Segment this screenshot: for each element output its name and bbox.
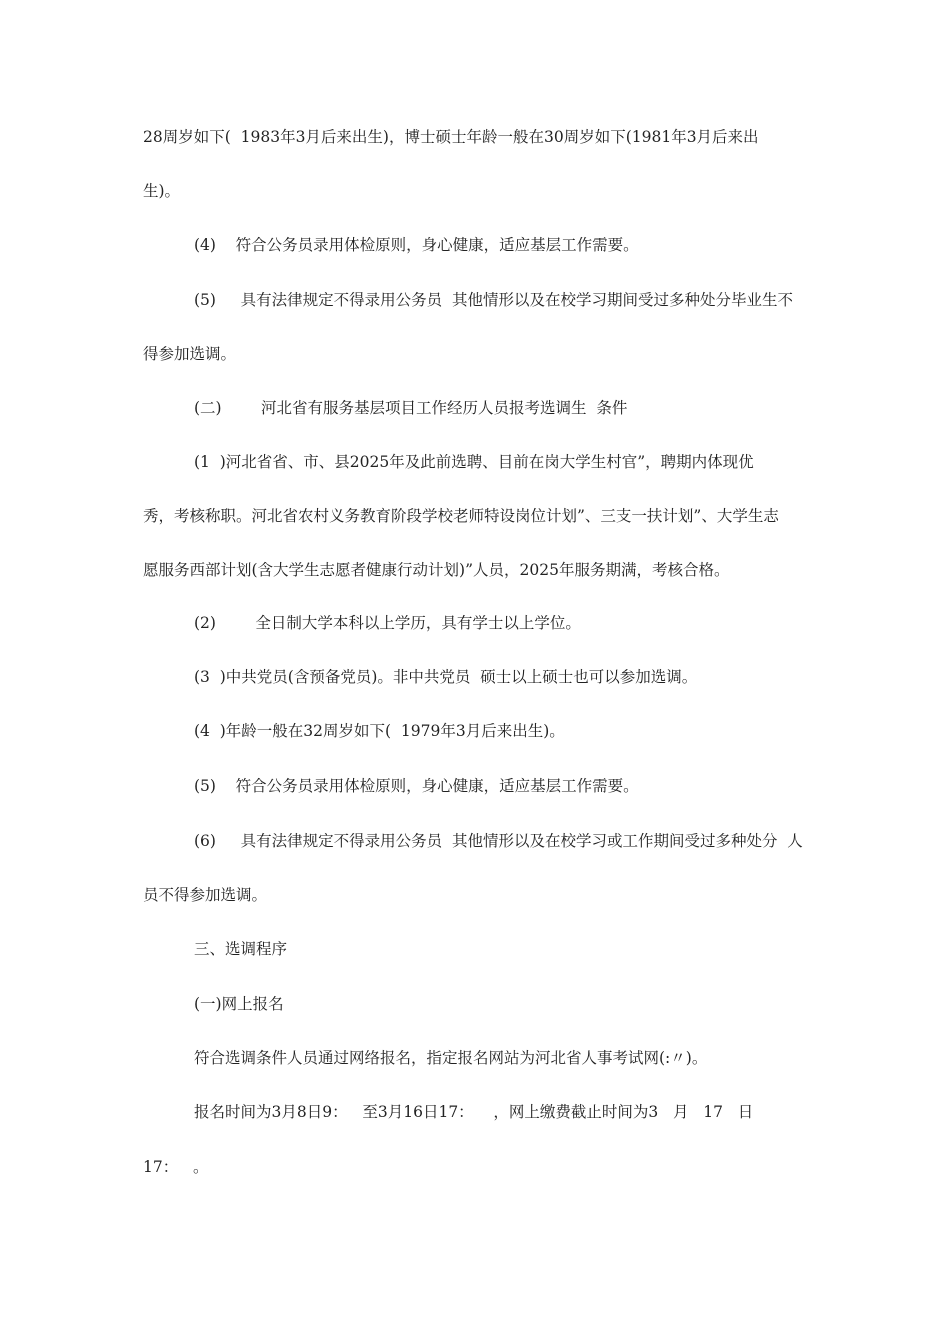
text-line: (5) 符合公务员录用体检原则，身心健康，适应基层工作需要。: [194, 777, 639, 795]
text-line: 生)。: [143, 182, 181, 200]
text-line: 愿服务西部计划(含大学生志愿者健康行动计划)”人员，2025年服务期满，考核合格。: [143, 561, 730, 579]
text-line: 秀，考核称职。河北省农村义务教育阶段学校老师特设岗位计划”、三支一扶计划”、大学生志: [143, 507, 779, 525]
subsection-heading: (一)网上报名: [194, 995, 284, 1013]
text-line: (5) 具有法律规定不得录用公务员 其他情形以及在校学习期间受过多种处分毕业生不: [194, 291, 793, 309]
text-line: 员不得参加选调。: [143, 886, 268, 904]
text-line: 28周岁如下( 1983年3月后来出生)，博士硕士年龄一般在30周岁如下(1981年3月后来出: [143, 128, 759, 146]
text-line: 符合选调条件人员通过网络报名，指定报名网站为河北省人事考试网(:〃)。: [194, 1049, 708, 1067]
text-line: 得参加选调。: [143, 345, 237, 363]
text-line: (4) 符合公务员录用体检原则，身心健康，适应基层工作需要。: [194, 236, 639, 254]
text-line: (4 )年龄一般在32周岁如下( 1979年3月后来出生)。: [194, 722, 565, 740]
text-line: (3 )中共党员(含预备党员)。非中共党员 硕士以上硕士也可以参加选调。: [194, 668, 698, 686]
text-line: 17： 。: [143, 1158, 209, 1176]
section-heading: (二) 河北省有服务基层项目工作经历人员报考选调生 条件: [194, 399, 628, 417]
text-line: 报名时间为3月8日9： 至3月16日17： ，网上缴费截止时间为3 月 17 日: [194, 1103, 754, 1121]
text-line: (1 )河北省省、市、县2025年及此前选聘、目前在岗大学生村官”，聘期内体现优: [194, 453, 754, 471]
section-heading: 三、选调程序: [194, 940, 288, 958]
text-line: (6) 具有法律规定不得录用公务员 其他情形以及在校学习或工作期间受过多种处分 人: [194, 832, 803, 850]
text-line: (2) 全日制大学本科以上学历，具有学士以上学位。: [194, 614, 581, 632]
